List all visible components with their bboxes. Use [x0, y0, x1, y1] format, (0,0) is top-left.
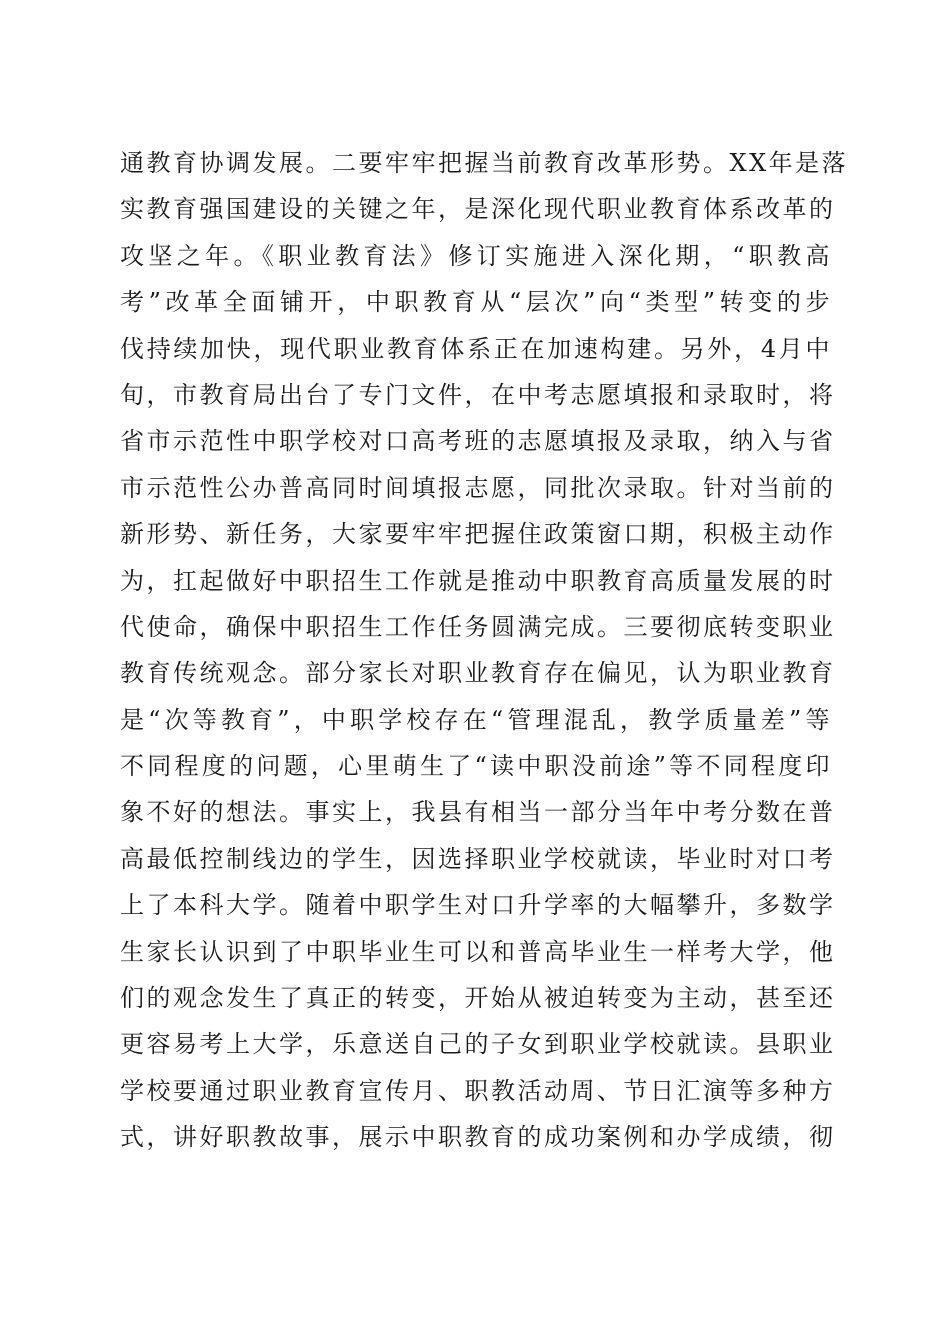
text-line: 是“次等教育”，中职学校存在“管理混乱，教学质量差”等: [120, 705, 832, 734]
text-line: 生家长认识到了中职毕业生可以和普高毕业生一样考大学，他: [120, 937, 836, 966]
text-line: 新形势、新任务，大家要牢牢把握住政策窗口期，积极主动作: [120, 520, 836, 549]
body-paragraph: [120, 140, 849, 1161]
text-line: 不同程度的问题，心里萌生了“读中职没前途”等不同程度印: [120, 752, 832, 781]
text-line: 上了本科大学。随着中职学生对口升学率的大幅攀升，多数学: [120, 891, 836, 920]
text-line: 省市示范性中职学校对口高考班的志愿填报及录取，纳入与省: [120, 427, 836, 456]
text-line: 攻坚之年。《职业教育法》修订实施进入深化期，“职教高: [120, 241, 832, 270]
text-line: 高最低控制线边的学生，因选择职业学校就读，毕业时对口考: [120, 844, 836, 873]
text-line: 考”改革全面铺开，中职教育从“层次”向“类型”转变的步: [120, 288, 832, 317]
text-line: 学校要通过职业教育宣传月、职教活动周、节日汇演等多种方: [120, 1076, 836, 1105]
text-line: 代使命，确保中职招生工作任务圆满完成。三要彻底转变职业: [120, 612, 836, 641]
text-line: 伐持续加快，现代职业教育体系正在加速构建。另外，4月中: [120, 334, 832, 363]
text-line: 更容易考上大学，乐意送自己的子女到职业学校就读。县职业: [120, 1030, 836, 1059]
text-line: 旬，市教育局出台了专门文件，在中考志愿填报和录取时，将: [120, 380, 836, 409]
text-line: 教育传统观念。部分家长对职业教育存在偏见，认为职业教育: [120, 659, 836, 688]
text-line: 通教育协调发展。二要牢牢把握当前教育改革形势。XX年是落: [120, 149, 849, 177]
text-line: 为，扛起做好中职招生工作就是推动中职教育高质量发展的时: [120, 566, 836, 595]
text-line: 们的观念发生了真正的转变，开始从被迫转变为主动，甚至还: [120, 984, 836, 1013]
text-line: 式，讲好职教故事，展示中职教育的成功案例和办学成绩，彻: [120, 1123, 836, 1152]
text-line: 实教育强国建设的关键之年，是深化现代职业教育体系改革的: [120, 195, 836, 224]
text-line: 市示范性公办普高同时间填报志愿，同批次录取。针对当前的: [120, 473, 836, 502]
text-line: 象不好的想法。事实上，我县有相当一部分当年中考分数在普: [120, 798, 836, 827]
